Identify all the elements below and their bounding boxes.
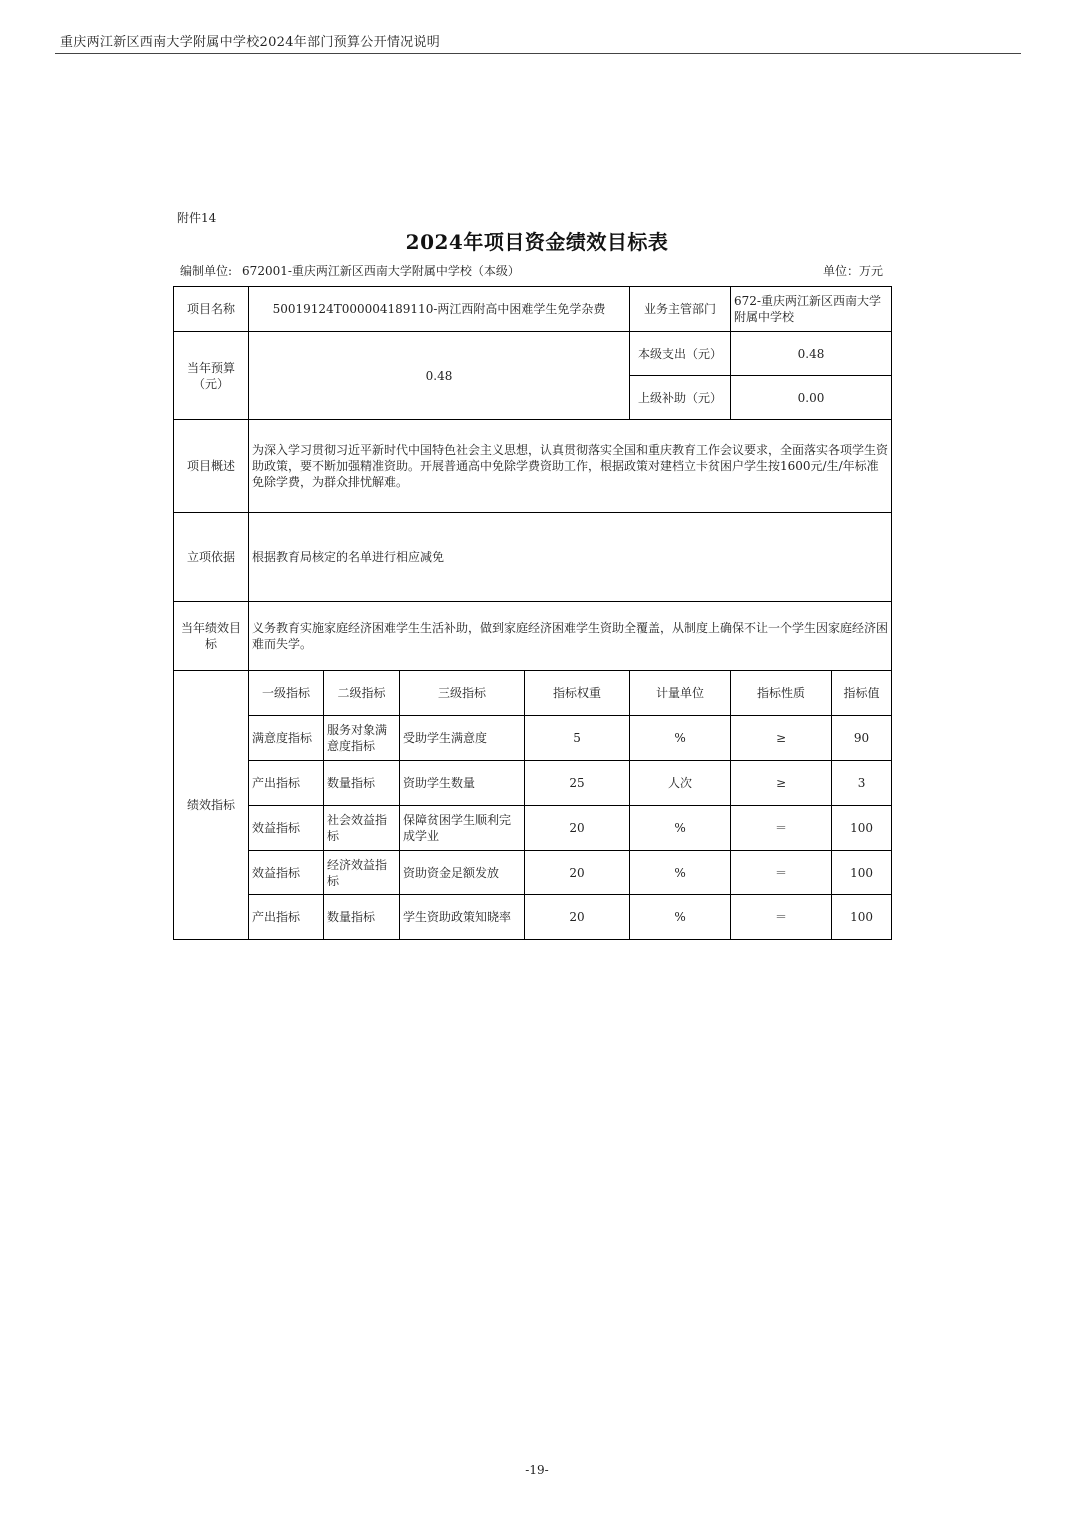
document-header-title: 重庆两江新区西南大学附属中学校2024年部门预算公开情况说明 bbox=[60, 35, 441, 50]
indicator-cell: 20 bbox=[525, 895, 630, 940]
indicator-cell: 数量指标 bbox=[324, 895, 400, 940]
basis-label: 立项依据 bbox=[174, 513, 249, 602]
overview-row bbox=[174, 420, 892, 513]
indicator-header: 指标性质 bbox=[731, 671, 832, 716]
page-number: -19- bbox=[525, 1463, 549, 1477]
indicator-header: 一级指标 bbox=[249, 671, 324, 716]
indicator-cell: 效益指标 bbox=[249, 806, 324, 851]
indicator-cell: 受助学生满意度 bbox=[400, 716, 525, 761]
indicator-cell: 学生资助政策知晓率 bbox=[400, 895, 525, 940]
indicator-cell: 社会效益指标 bbox=[324, 806, 400, 851]
indicator-cell: 资助学生数量 bbox=[400, 761, 525, 806]
indicator-cell: 20 bbox=[525, 806, 630, 851]
indicator-header: 指标权重 bbox=[525, 671, 630, 716]
form-title: 2024年项目资金绩效目标表 bbox=[405, 230, 669, 254]
indicator-cell: % bbox=[630, 895, 731, 940]
compiling-unit-label: 编制单位: bbox=[180, 264, 233, 278]
compiling-unit-value: 672001-重庆两江新区西南大学附属中学校（本级） bbox=[242, 264, 520, 278]
basis-text: 根据教育局核定的名单进行相应减免 bbox=[249, 513, 892, 602]
indicator-cell: % bbox=[630, 851, 731, 895]
upper-subsidy-label: 上级补助（元） bbox=[630, 376, 731, 420]
indicator-cell: 满意度指标 bbox=[249, 716, 324, 761]
project-name-row bbox=[174, 287, 892, 332]
indicator-cell: ≥ bbox=[731, 761, 832, 806]
indicator-cell: % bbox=[630, 716, 731, 761]
indicator-cell: 经济效益指标 bbox=[324, 851, 400, 895]
indicator-cell: 人次 bbox=[630, 761, 731, 806]
self-expense-label: 本级支出（元） bbox=[630, 332, 731, 376]
indicator-header-row bbox=[174, 671, 892, 716]
budget-total: 0.48 bbox=[249, 332, 630, 420]
indicator-cell: 保障贫困学生顺利完成学业 bbox=[400, 806, 525, 851]
indicator-cell: 100 bbox=[832, 851, 892, 895]
indicator-cell: 5 bbox=[525, 716, 630, 761]
overview-text: 为深入学习贯彻习近平新时代中国特色社会主义思想，认真贯彻落实全国和重庆教育工作会议要求，全面落实各项学生资助政策，要不断加强精准资助。开展普通高中免除学费资助工作，根据政策对建档立卡贫困户学生按1600元/生/年标准免除学费，为群众排忧解难。 bbox=[249, 420, 892, 513]
indicator-cell: ＝ bbox=[731, 895, 832, 940]
budget-row-self bbox=[174, 332, 892, 376]
indicator-cell: 20 bbox=[525, 851, 630, 895]
indicator-cell: 产出指标 bbox=[249, 895, 324, 940]
indicator-cell: 数量指标 bbox=[324, 761, 400, 806]
basis-row bbox=[174, 513, 892, 602]
indicator-cell: 3 bbox=[832, 761, 892, 806]
performance-target-table bbox=[173, 286, 892, 940]
budget-label: 当年预算（元） bbox=[174, 332, 249, 420]
project-name-value: 50019124T000004189110-两江西附高中困难学生免学杂费 bbox=[249, 287, 630, 332]
project-name-label: 项目名称 bbox=[174, 287, 249, 332]
overview-label: 项目概述 bbox=[174, 420, 249, 513]
indicator-row bbox=[174, 851, 892, 895]
dept-value: 672-重庆两江新区西南大学附属中学校 bbox=[731, 287, 892, 332]
indicator-cell: ＝ bbox=[731, 806, 832, 851]
goal-label: 当年绩效目标 bbox=[174, 602, 249, 671]
indicator-row bbox=[174, 716, 892, 761]
indicators-label: 绩效指标 bbox=[174, 671, 249, 940]
indicator-cell: 服务对象满意度指标 bbox=[324, 716, 400, 761]
goal-text: 义务教育实施家庭经济困难学生生活补助，做到家庭经济困难学生资助全覆盖，从制度上确保不让一个学生因家庭经济困难而失学。 bbox=[249, 602, 892, 671]
indicator-cell: 25 bbox=[525, 761, 630, 806]
self-expense-value: 0.48 bbox=[731, 332, 892, 376]
dept-label: 业务主管部门 bbox=[630, 287, 731, 332]
indicator-cell: 资助资金足额发放 bbox=[400, 851, 525, 895]
goal-row bbox=[174, 602, 892, 671]
attachment-label: 附件14 bbox=[177, 211, 217, 225]
indicator-cell: 100 bbox=[832, 895, 892, 940]
indicator-cell: ≥ bbox=[731, 716, 832, 761]
indicator-cell: 90 bbox=[832, 716, 892, 761]
indicator-row bbox=[174, 895, 892, 940]
compiling-unit bbox=[180, 262, 520, 279]
indicator-header: 计量单位 bbox=[630, 671, 731, 716]
indicator-header: 二级指标 bbox=[324, 671, 400, 716]
indicator-cell: 100 bbox=[832, 806, 892, 851]
indicator-row bbox=[174, 761, 892, 806]
currency-unit: 单位：万元 bbox=[823, 264, 884, 278]
indicator-header: 三级指标 bbox=[400, 671, 525, 716]
indicator-header: 指标值 bbox=[832, 671, 892, 716]
indicator-cell: % bbox=[630, 806, 731, 851]
indicator-cell: ＝ bbox=[731, 851, 832, 895]
indicator-row bbox=[174, 806, 892, 851]
indicator-cell: 产出指标 bbox=[249, 761, 324, 806]
header-divider bbox=[55, 53, 1021, 54]
upper-subsidy-value: 0.00 bbox=[731, 376, 892, 420]
indicator-cell: 效益指标 bbox=[249, 851, 324, 895]
